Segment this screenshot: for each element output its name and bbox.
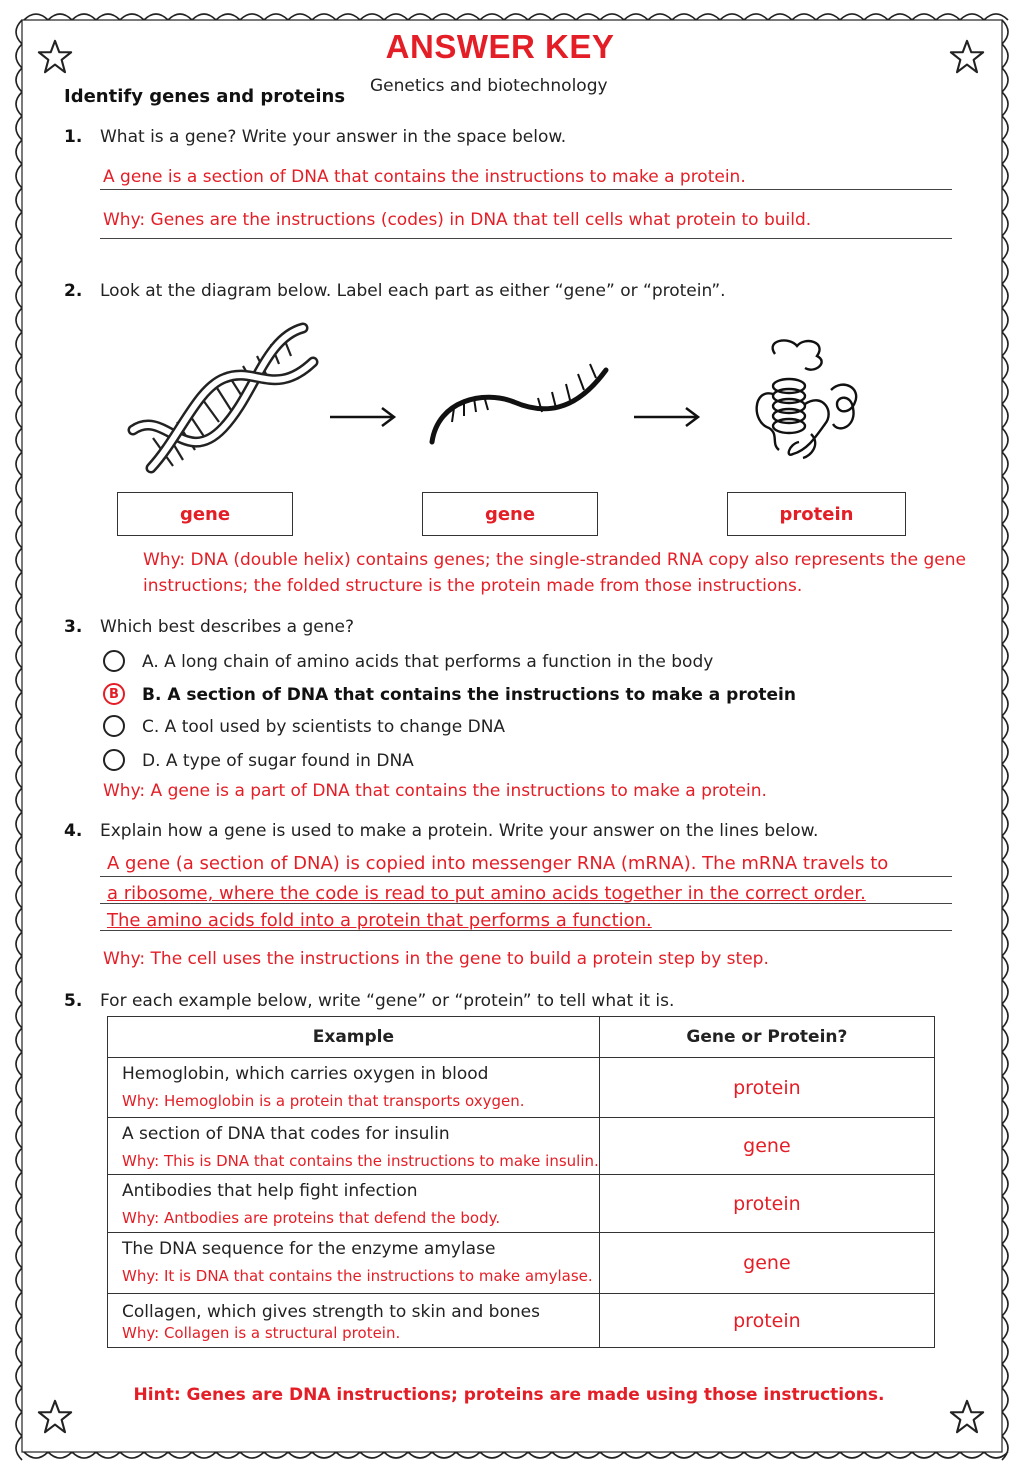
example-answer: protein	[599, 1058, 934, 1118]
q4-text: Explain how a gene is used to make a protein. Write your answer on the lines below.	[100, 821, 819, 841]
example-answer: protein	[599, 1294, 934, 1348]
example-text: The DNA sequence for the enzyme amylase	[122, 1239, 496, 1259]
option-a-label: A. A long chain of amino acids that performs a function in the body	[142, 652, 714, 672]
diagram-label-dna: gene	[117, 492, 293, 536]
table-row	[108, 1058, 935, 1118]
answer-line	[100, 930, 952, 931]
example-text: Collagen, which gives strength to skin and bones	[122, 1302, 540, 1322]
answer-line	[100, 238, 952, 239]
option-b-radio-selected[interactable]: B	[103, 683, 125, 705]
protein-fold-icon	[745, 334, 870, 464]
hint-text: Hint: Genes are DNA instructions; proteins are made using those instructions.	[133, 1385, 885, 1405]
q4-answer-line2: a ribosome, where the code is read to put amino acids together in the correct order.	[107, 883, 866, 904]
q4-number: 4.	[64, 821, 83, 841]
dna-helix-icon	[125, 318, 320, 478]
option-c-radio[interactable]	[103, 715, 125, 737]
example-text: A section of DNA that codes for insulin	[122, 1124, 450, 1144]
example-text: Hemoglobin, which carries oxygen in blood	[122, 1064, 489, 1084]
example-text: Antibodies that help fight infection	[122, 1181, 418, 1201]
q3-text: Which best describes a gene?	[100, 617, 355, 637]
example-why: Why: Hemoglobin is a protein that transports oxygen.	[122, 1092, 525, 1110]
arrow-right-icon	[328, 404, 398, 430]
q2-text: Look at the diagram below. Label each part as either “gene” or “protein”.	[100, 281, 726, 301]
example-answer: gene	[599, 1118, 934, 1175]
example-why: Why: Antbodies are proteins that defend the body.	[122, 1209, 501, 1227]
answer-line	[100, 876, 952, 877]
example-answer: gene	[599, 1233, 934, 1294]
page-title: ANSWER KEY	[385, 28, 615, 65]
table-row	[108, 1175, 935, 1233]
q1-number: 1.	[64, 127, 83, 147]
q2-number: 2.	[64, 281, 83, 301]
option-a-radio[interactable]	[103, 650, 125, 672]
answer-line	[100, 903, 952, 904]
table-row	[108, 1233, 935, 1294]
q2-why-line1: Why: DNA (double helix) contains genes; the single-stranded RNA copy also represents the gene	[143, 550, 966, 570]
rna-strand-icon	[424, 360, 614, 450]
option-c-label: C. A tool used by scientists to change DNA	[142, 717, 506, 737]
q4-why: Why: The cell uses the instructions in the gene to build a protein step by step.	[103, 949, 769, 969]
example-why: Why: It is DNA that contains the instructions to make amylase.	[122, 1267, 593, 1285]
q1-text: What is a gene? Write your answer in the space below.	[100, 127, 567, 147]
col-answer-header: Gene or Protein?	[599, 1017, 934, 1058]
diagram-label-rna: gene	[422, 492, 598, 536]
option-d-label: D. A type of sugar found in DNA	[142, 751, 414, 771]
q3-why: Why: A gene is a part of DNA that contains the instructions to make a protein.	[103, 781, 767, 801]
q5-text: For each example below, write “gene” or “protein” to tell what it is.	[100, 991, 675, 1011]
worksheet-heading: Identify genes and proteins	[64, 86, 346, 107]
table-row	[108, 1118, 935, 1175]
page-subtitle: Genetics and biotechnology	[370, 76, 608, 96]
table-header-row	[108, 1017, 935, 1058]
q5-number: 5.	[64, 991, 83, 1011]
example-answer: protein	[599, 1175, 934, 1233]
q4-answer-line1: A gene (a section of DNA) is copied into messenger RNA (mRNA). The mRNA travels to	[107, 853, 889, 874]
answer-line	[100, 189, 952, 190]
examples-table	[107, 1016, 935, 1348]
arrow-right-icon	[632, 404, 702, 430]
q1-answer: A gene is a section of DNA that contains the instructions to make a protein.	[103, 167, 746, 187]
example-why: Why: This is DNA that contains the instructions to make insulin.	[122, 1152, 599, 1170]
example-why: Why: Collagen is a structural protein.	[122, 1324, 401, 1342]
q2-why-line2: instructions; the folded structure is the protein made from those instructions.	[143, 576, 803, 596]
table-row	[108, 1294, 935, 1348]
q3-number: 3.	[64, 617, 83, 637]
option-d-radio[interactable]	[103, 749, 125, 771]
col-example-header: Example	[108, 1017, 600, 1058]
q1-why: Why: Genes are the instructions (codes) in DNA that tell cells what protein to build.	[103, 210, 812, 230]
option-b-label: B. A section of DNA that contains the instructions to make a protein	[142, 685, 796, 705]
q4-answer-line3: The amino acids fold into a protein that performs a function.	[107, 910, 652, 931]
diagram-label-protein: protein	[727, 492, 906, 536]
